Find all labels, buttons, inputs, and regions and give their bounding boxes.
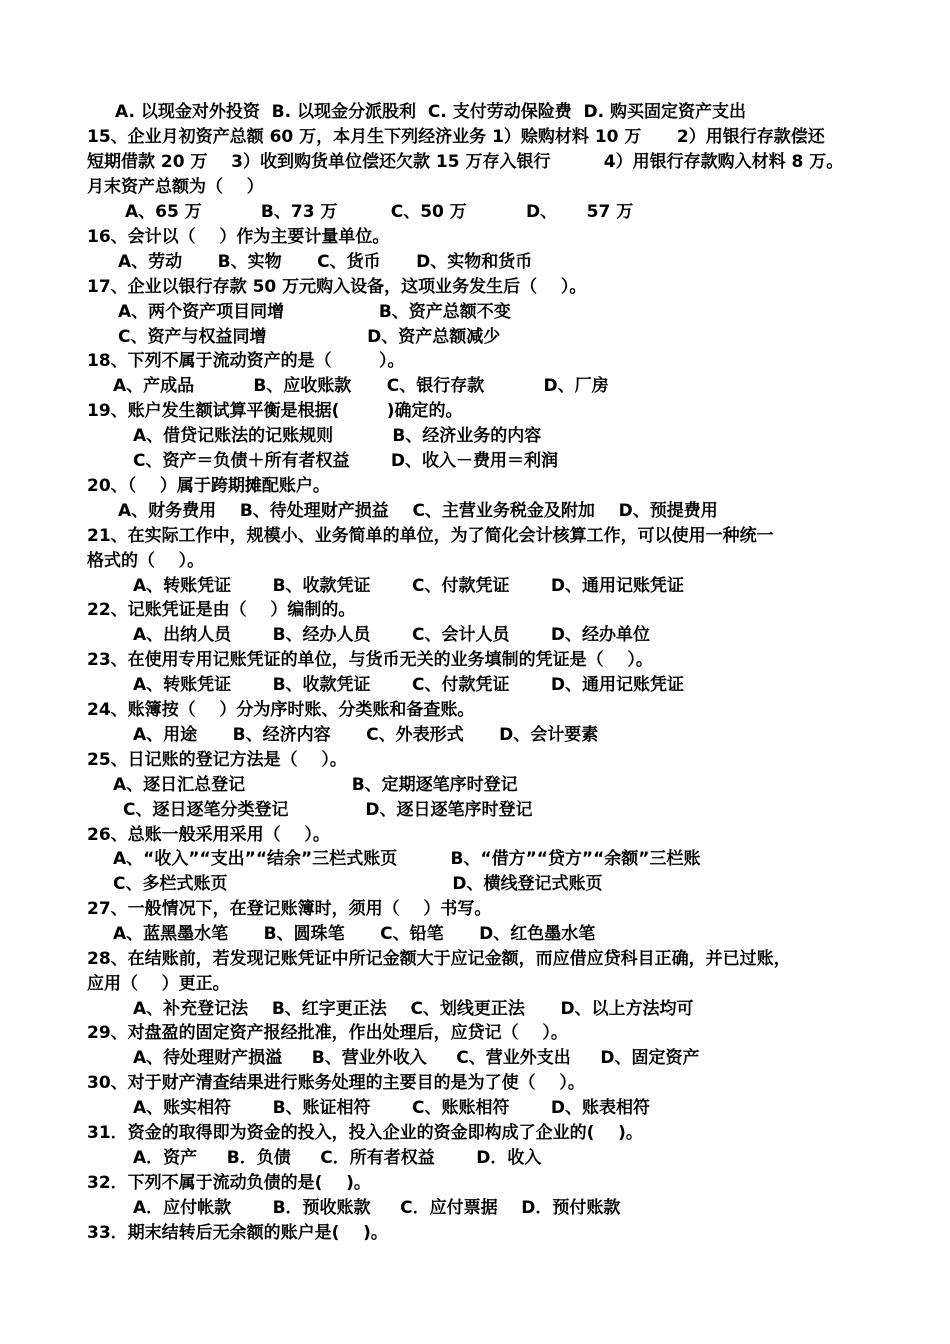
q19-options-row2: C、资产＝负债＋所有者权益 D、收入－费用＝利润 <box>133 451 559 471</box>
q16-options: A、劳动 B、实物 C、货币 D、实物和货币 <box>118 252 533 272</box>
q29-text: 29、对盘盈的固定资产报经批准，作出处理后，应贷记（ ）。 <box>87 1023 568 1043</box>
q27-options: A、蓝黑墨水笔 B、圆珠笔 C、铅笔 D、红色墨水笔 <box>113 924 596 944</box>
q15-text-cont: 短期借款 20 万 3）收到购货单位偿还欠款 15 万存入银行 4）用银行存款购入材料 8 万。 <box>87 152 844 172</box>
q27-text: 27、一般情况下，在登记账簿时，须用（ ）书写。 <box>87 899 492 919</box>
q26-options-row1: A、“收入”“支出”“结余”三栏式账页 B、“借方”“贷方”“余额”三栏账 <box>113 849 701 869</box>
q17-options-row2: C、资产与权益同增 D、资产总额减少 <box>118 327 501 347</box>
q19-text: 19、账户发生额试算平衡是根据( )确定的。 <box>87 401 463 421</box>
q19-options-row1: A、借贷记账法的记账规则 B、经济业务的内容 <box>133 426 542 446</box>
q28-text: 28、在结账前，若发现记账凭证中所记金额大于应记金额，而应借应贷科目正确，并已过账， <box>87 949 791 969</box>
q18-text: 18、下列不属于流动资产的是（ ）。 <box>87 351 405 371</box>
q21-text-cont: 格式的（ ）。 <box>87 551 205 571</box>
q20-text: 20、（ ）属于跨期摊配账户。 <box>87 476 330 496</box>
q16-text: 16、会计以（ ）作为主要计量单位。 <box>87 227 390 247</box>
q17-options-row1: A、两个资产项目同增 B、资产总额不变 <box>118 302 511 322</box>
q22-text: 22、记账凭证是由（ ）编制的。 <box>87 600 356 620</box>
q24-text: 24、账簿按（ ）分为序时账、分类账和备查账。 <box>87 700 475 720</box>
q14-options: A. 以现金对外投资 B. 以现金分派股利 C. 支付劳动保险费 D. 购买固定资产支出 <box>115 102 747 122</box>
q30-text: 30、对于财产清查结果进行账务处理的主要目的是为了使（ ）。 <box>87 1073 585 1093</box>
q25-options-row2: C、逐日逐笔分类登记 D、逐日逐笔序时登记 <box>123 800 533 820</box>
q26-text: 26、总账一般采用采用（ ）。 <box>87 825 330 845</box>
q22-options: A、出纳人员 B、经办人员 C、会计人员 D、经办单位 <box>133 625 650 645</box>
q29-options: A、待处理财产损溢 B、营业外收入 C、营业外支出 D、固定资产 <box>133 1048 700 1068</box>
q32-options: A．应付帐款 B．预收账款 C．应付票据 D．预付账款 <box>133 1198 621 1218</box>
q28-text-cont: 应用（ ）更正。 <box>87 974 230 994</box>
q17-text: 17、企业以银行存款 50 万元购入设备，这项业务发生后（ ）。 <box>87 277 587 297</box>
q20-options: A、财务费用 B、待处理财产损益 C、主营业务税金及附加 D、预提费用 <box>118 501 718 521</box>
q25-options-row1: A、逐日汇总登记 B、定期逐笔序时登记 <box>113 775 518 795</box>
q26-options-row2: C、多栏式账页 D、横线登记式账页 <box>113 874 603 894</box>
q15-text: 15、企业月初资产总额 60 万，本月生下列经济业务 1）赊购材料 10 万 2）用银行存款偿还 <box>87 127 825 147</box>
q32-text: 32．下列不属于流动负债的是( )。 <box>87 1173 371 1193</box>
q15-text-cont: 月末资产总额为（ ） <box>87 177 264 197</box>
q24-options: A、用途 B、经济内容 C、外表形式 D、会计要素 <box>133 725 599 745</box>
q23-options: A、转账凭证 B、收款凭证 C、付款凭证 D、通用记账凭证 <box>133 675 684 695</box>
q31-options: A．资产 B．负债 C．所有者权益 D．收入 <box>133 1148 542 1168</box>
q25-text: 25、日记账的登记方法是（ ）。 <box>87 750 347 770</box>
q21-text: 21、在实际工作中，规模小、业务简单的单位，为了简化会计核算工作，可以使用一种统一 <box>87 526 774 546</box>
q28-options: A、补充登记法 B、红字更正法 C、划线更正法 D、以上方法均可 <box>133 999 694 1019</box>
q31-text: 31．资金的取得即为资金的投入，投入企业的资金即构成了企业的( )。 <box>87 1123 643 1143</box>
q30-options: A、账实相符 B、账证相符 C、账账相符 D、账表相符 <box>133 1098 650 1118</box>
q18-options: A、产成品 B、应收账款 C、银行存款 D、厂房 <box>113 376 609 396</box>
q15-options: A、65 万 B、73 万 C、50 万 D、 57 万 <box>125 202 634 222</box>
q21-options: A、转账凭证 B、收款凭证 C、付款凭证 D、通用记账凭证 <box>133 576 684 596</box>
q23-text: 23、在使用专用记账凭证的单位，与货币无关的业务填制的凭证是（ ）。 <box>87 650 653 670</box>
q33-text: 33．期末结转后无余额的账户是( )。 <box>87 1223 388 1243</box>
